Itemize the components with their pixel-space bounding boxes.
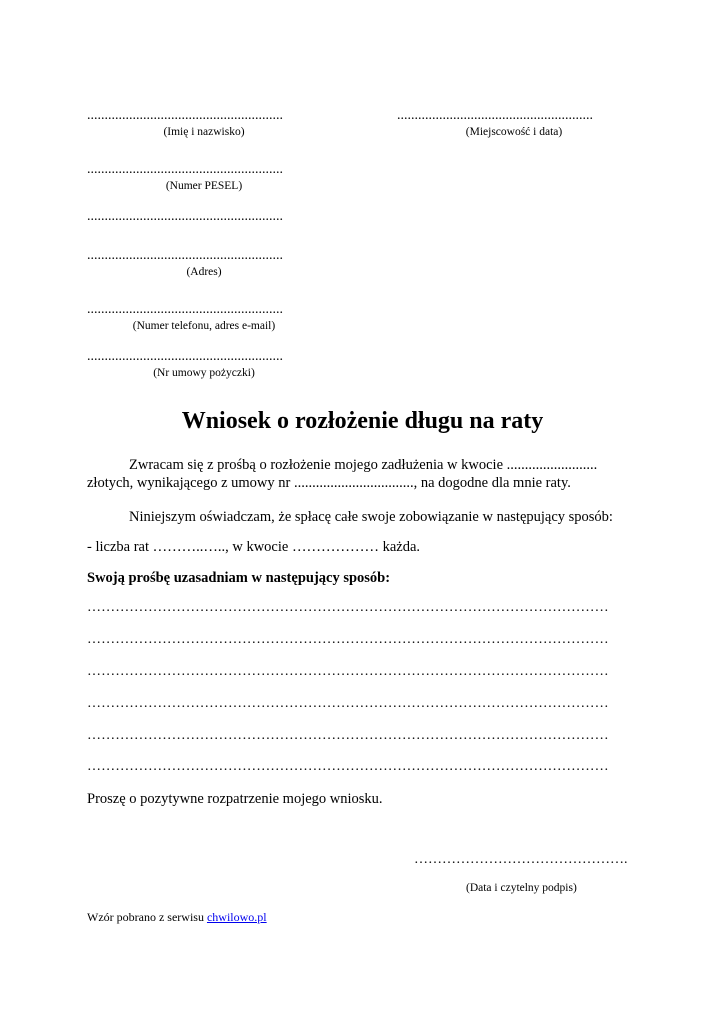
contact-caption: (Numer telefonu, adres e-mail) <box>132 320 276 332</box>
contact-dots: ........................................................ <box>87 302 283 317</box>
place-date-caption: (Miejscowość i data) <box>465 126 563 138</box>
loan-number-dots: ........................................................ <box>87 349 283 364</box>
place-date-dots: ........................................................ <box>397 108 593 123</box>
address-caption: (Adres) <box>186 266 222 278</box>
pesel-caption: (Numer PESEL) <box>165 180 243 192</box>
reason-line: ………………………………………………………………………………………………… <box>87 696 609 711</box>
footer-note <box>87 910 267 925</box>
reason-line: ………………………………………………………………………………………………… <box>87 632 609 647</box>
reason-line: ………………………………………………………………………………………………… <box>87 600 609 615</box>
name-dots: ........................................................ <box>87 108 283 123</box>
request-paragraph-line2: złotych, wynikającego z umowy nr ................................., na dogodne dla mnie raty. <box>87 475 571 491</box>
request-paragraph-line1: Zwracam się z prośbą o rozłożenie mojego zadłużenia w kwocie ......................... <box>129 457 598 473</box>
source-link[interactable]: chwilowo.pl <box>206 910 267 924</box>
closing-sentence: Proszę o pozytywne rozpatrzenie mojego wniosku. <box>87 791 383 807</box>
declaration-paragraph: Niniejszym oświadczam, że spłacę całe swoje zobowiązanie w następujący sposób: <box>129 509 613 525</box>
pesel-dots: ........................................................ <box>87 162 283 177</box>
signature-dots: ………………………………………. <box>414 852 628 867</box>
document-title: Wniosek o rozłożenie długu na raty <box>181 408 544 434</box>
installments-line: - liczba rat ………..….., w kwocie ……………… każda. <box>87 539 421 555</box>
reason-line: ………………………………………………………………………………………………… <box>87 664 609 679</box>
signature-caption: (Data i czytelny podpis) <box>466 882 577 894</box>
address-dots-2: ........................................................ <box>87 248 283 263</box>
reason-line: ………………………………………………………………………………………………… <box>87 759 609 774</box>
name-caption: (Imię i nazwisko) <box>163 126 245 138</box>
footer-text: Wzór pobrano z serwisu <box>87 910 204 924</box>
loan-number-caption: (Nr umowy pożyczki) <box>153 367 255 379</box>
address-dots-1: ........................................................ <box>87 209 283 224</box>
reason-heading: Swoją prośbę uzasadniam w następujący sposób: <box>87 570 391 586</box>
reason-line: ………………………………………………………………………………………………… <box>87 728 609 743</box>
